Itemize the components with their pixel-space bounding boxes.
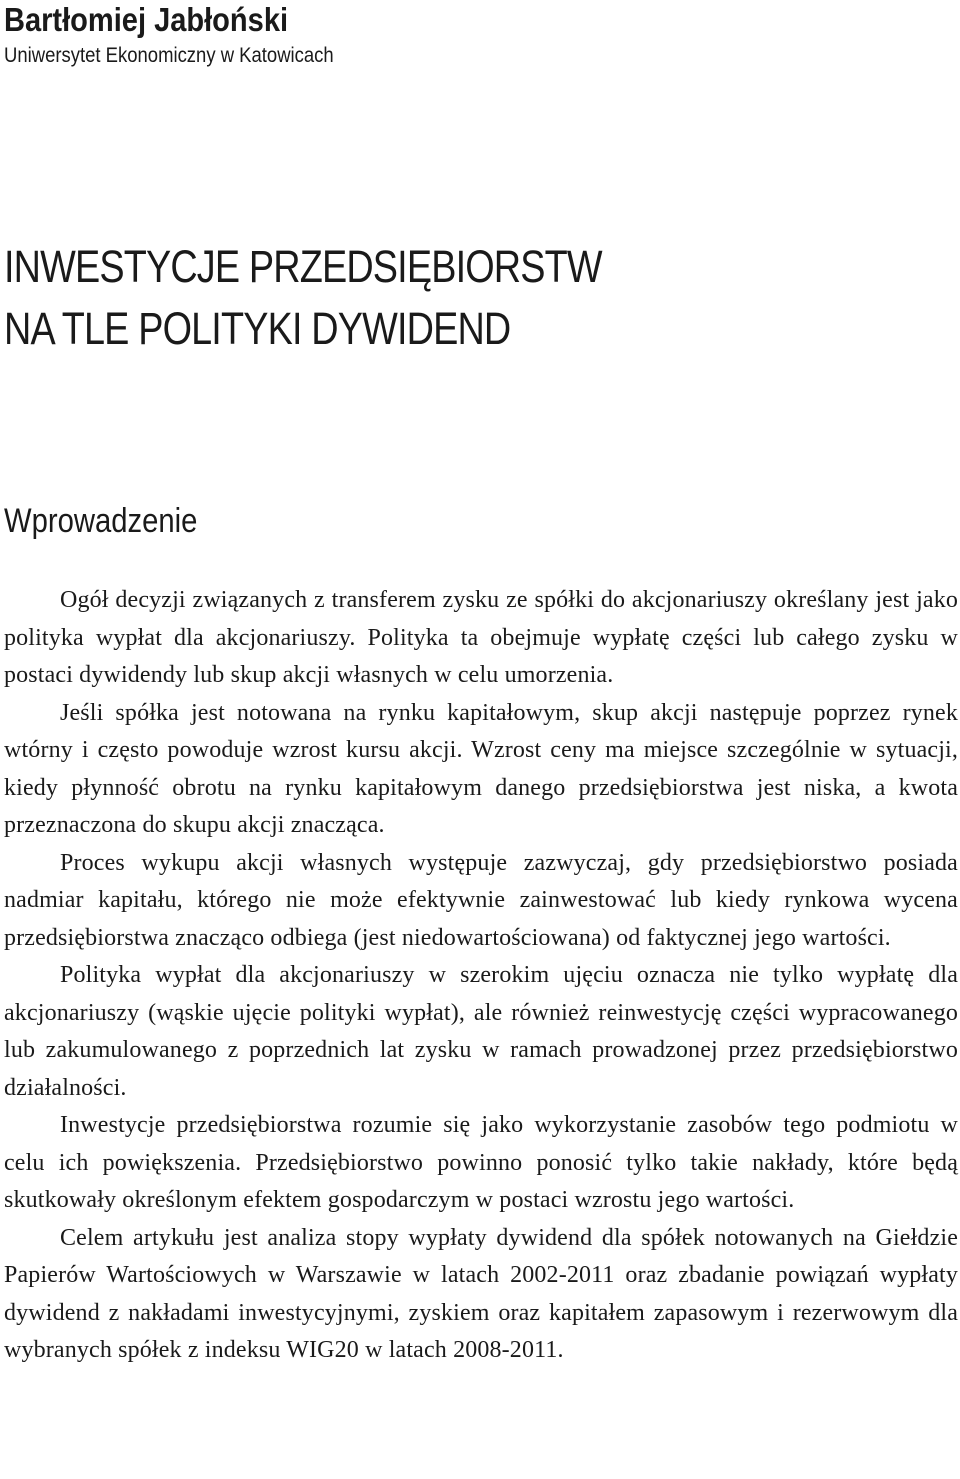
paragraph-2: Jeśli spółka jest notowana na rynku kapitałowym, skup akcji następuje poprzez rynek wtórny i często powoduje wzrost kursu akcji. Wzrost ceny ma miejsce szczególnie w sytuacji, kiedy płynność obrotu na rynku kapitałowym danego przedsiębiorstwa jest niska, a kwota przeznaczona do skupu akcji znacząca. xyxy=(4,699,958,838)
article-title-line-2: NA TLE POLITYKI DYWIDEND xyxy=(4,303,511,354)
paragraph-1: Ogół decyzji związanych z transferem zysku ze spółki do akcjonariuszy określany jest jako polityka wypłat dla akcjonariuszy. Polityka ta obejmuje wypłatę części lub całego zysku w postaci dywidendy lub skup akcji własnych w celu umorzenia. xyxy=(4,587,958,688)
paragraph-4: Polityka wypłat dla akcjonariuszy w szerokim ujęciu oznacza nie tylko wypłatę dla akcjonariuszy (wąskie ujęcie polityki wypłat), ale również reinwestycję części wypracowanego lub zakumulowanego z poprzednich lat zysku w ramach prowadzonej przez przedsiębiorstwo działalności. xyxy=(4,962,958,1101)
section-heading: Wprowadzenie xyxy=(4,502,198,540)
article-title xyxy=(4,236,958,360)
paragraph-3: Proces wykupu akcji własnych występuje zazwyczaj, gdy przedsiębiorstwo posiada nadmiar kapitału, którego nie może efektywnie zainwestować lub kiedy rynkowa wycena przedsiębiorstwa znacząco odbiega (jest niedowartościowana) od faktycznej jego wartości. xyxy=(4,849,958,951)
paragraph-6: Celem artykułu jest analiza stopy wypłaty dywidend dla spółek notowanych na Giełdzie Papierów Wartościowych w Warszawie w latach 2002-2011 oraz zbadanie powiązań wypłaty dywidend z nakładami inwestycyjnymi, zyskiem oraz kapitałem zapasowym i rezerwowym dla wybranych spółek z indeksu WIG20 w latach 2008-2011. xyxy=(4,1224,958,1363)
article-title-line-1: INWESTYCJE PRZEDSIĘBIORSTW xyxy=(4,241,602,292)
body-text xyxy=(4,582,958,1370)
author-affiliation: Uniwersytet Ekonomiczny w Katowicach xyxy=(4,44,334,67)
paragraph-5: Inwestycje przedsiębiorstwa rozumie się jako wykorzystanie zasobów tego podmiotu w celu ich powiększenia. Przedsiębiorstwo powinno ponosić tylko takie nakłady, które będą skutkowały określonym efektem gospodarczym w postaci wzrostu jego wartości. xyxy=(4,1112,958,1213)
author-name: Bartłomiej Jabłoński xyxy=(4,1,289,38)
